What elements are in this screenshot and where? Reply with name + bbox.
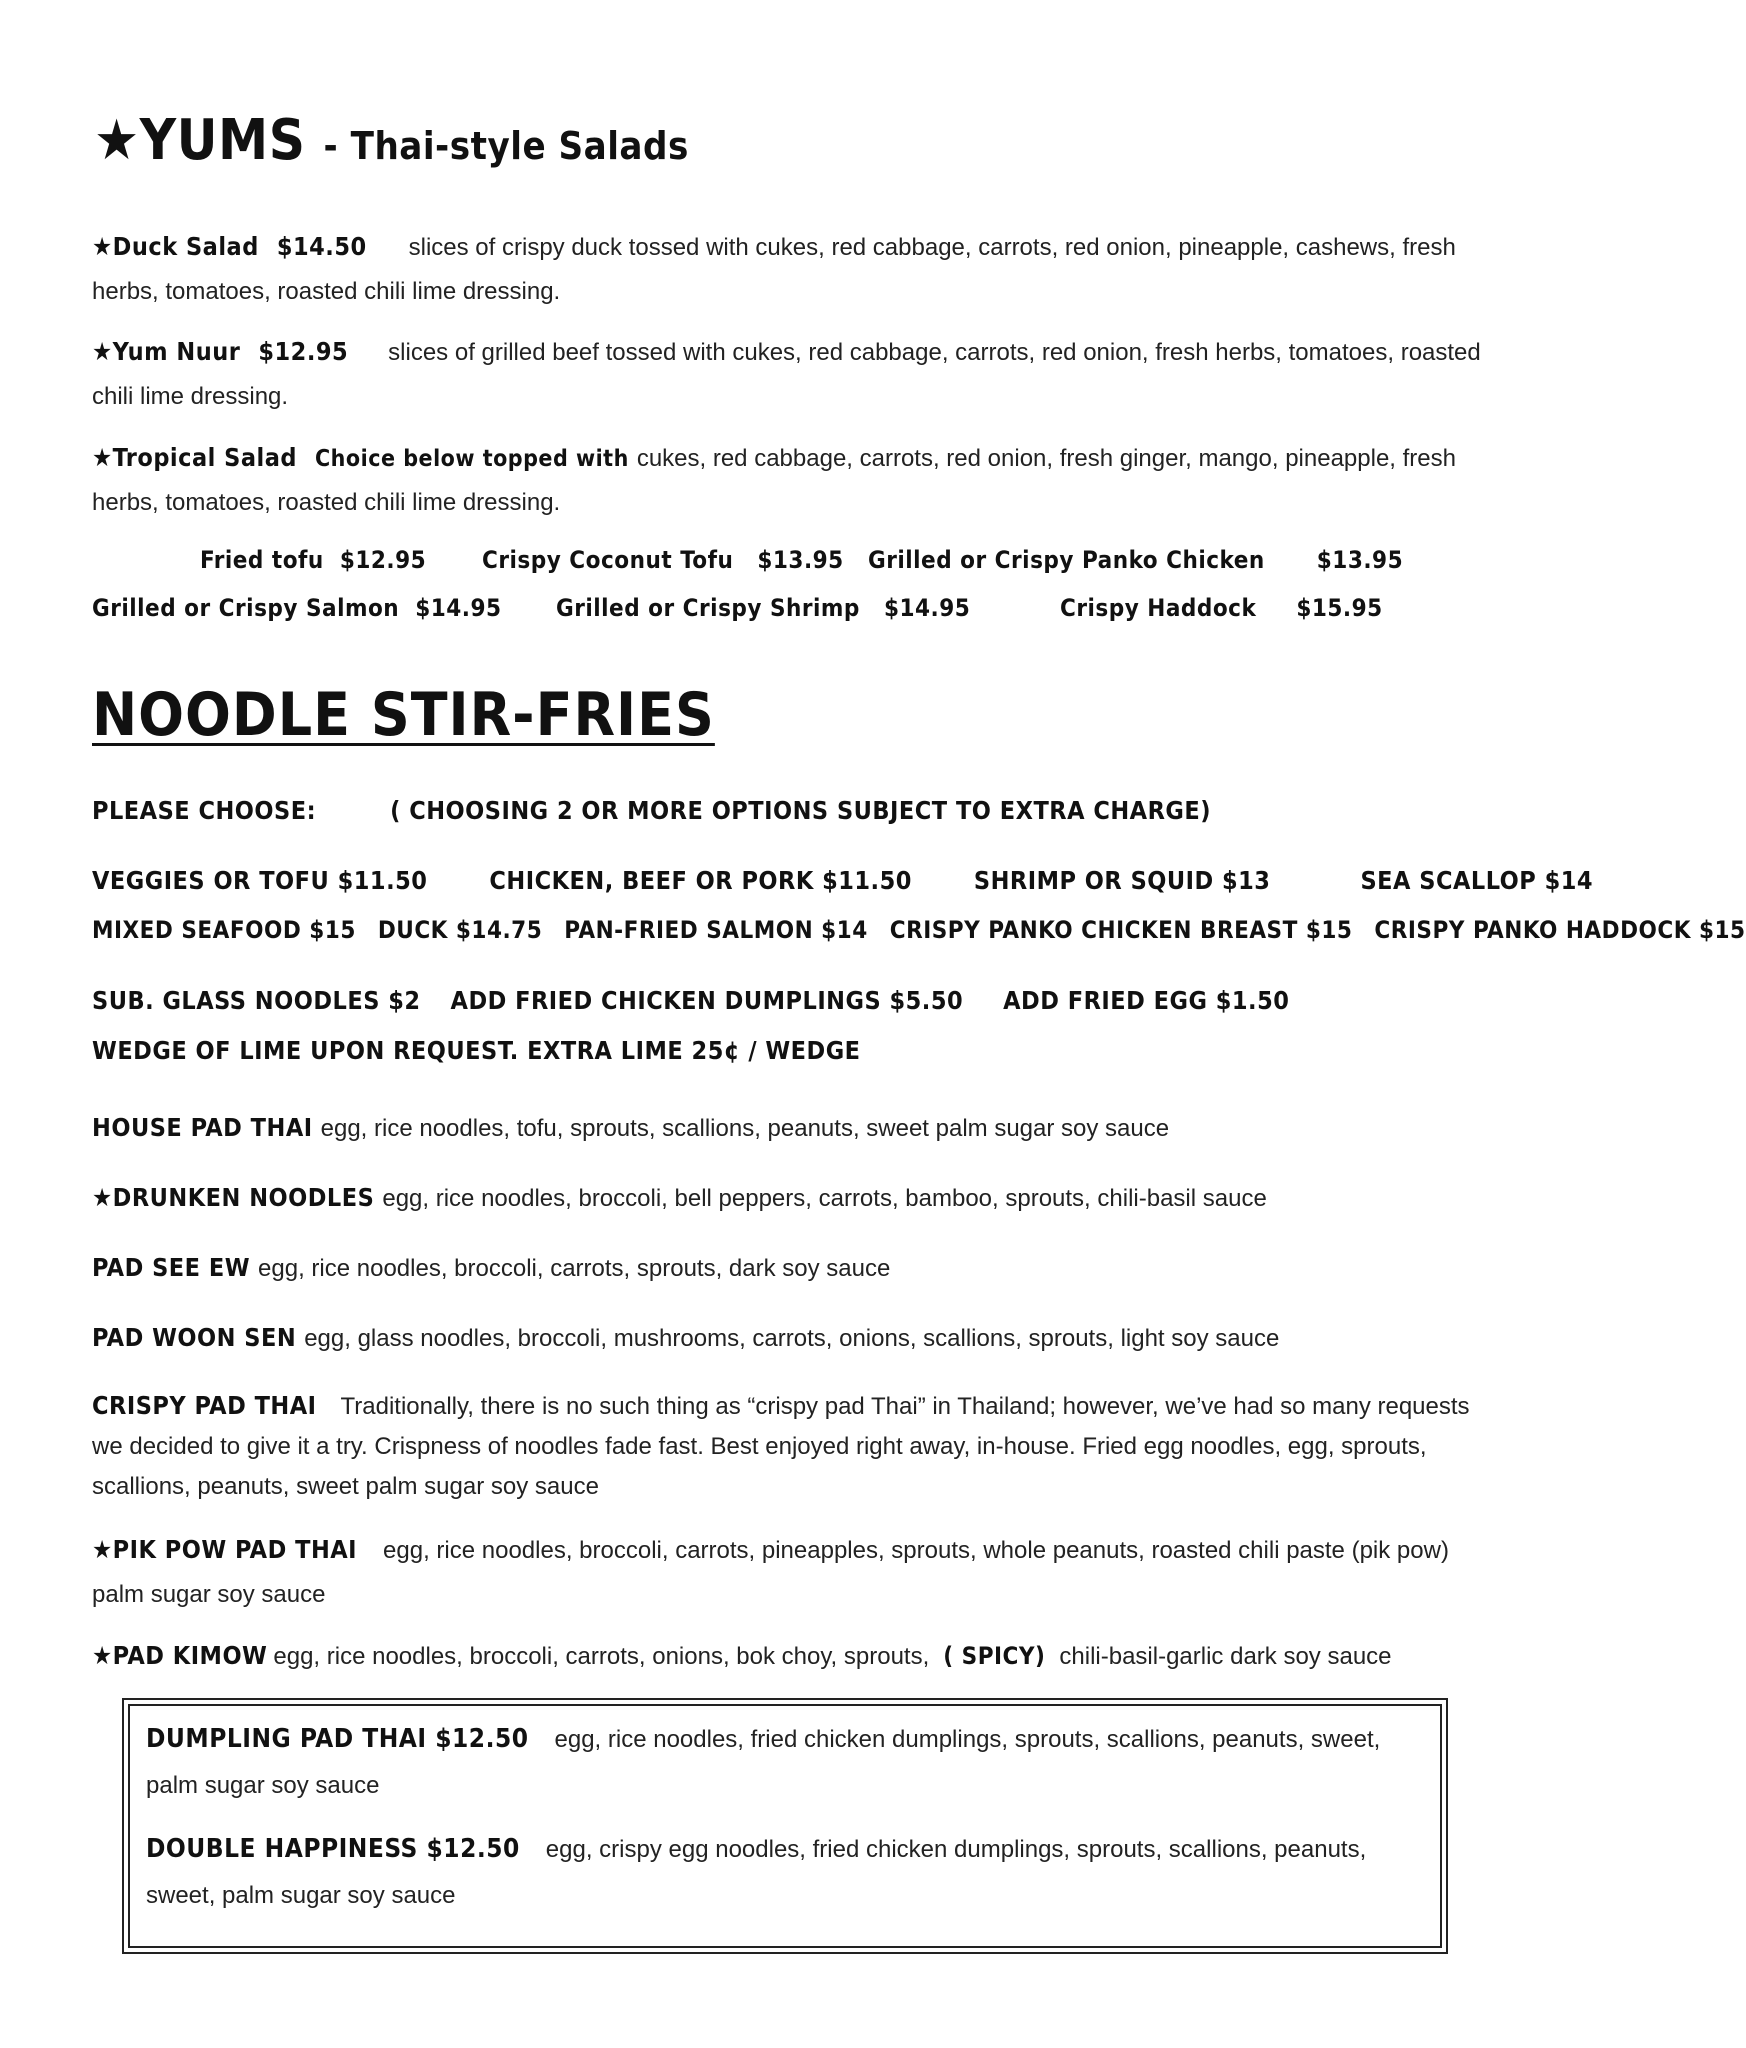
addons-row [92, 986, 1289, 1015]
protein-option: SEA SCALLOP $14 [1360, 866, 1594, 895]
dish-name: DUMPLING PAD THAI $12.50 [146, 1724, 529, 1754]
yums-title-sub: - Thai-style Salads [323, 124, 689, 168]
dish-description: egg, rice noodles, broccoli, carrots, onions, bok choy, sprouts, [273, 1643, 930, 1670]
salad-option [556, 594, 970, 622]
option-label: Grilled or Crispy Salmon [92, 594, 400, 622]
please-choose-label: PLEASE CHOOSE: [92, 796, 317, 825]
option-price: $13.95 [1316, 546, 1404, 574]
option-label: Fried tofu [200, 546, 324, 574]
salad-option [868, 546, 1403, 574]
dish-description: egg, rice noodles, broccoli, carrots, pineapples, sprouts, whole peanuts, roasted chili paste (pik pow) palm sugar soy sauce [92, 1537, 1449, 1608]
dish-name: PAD WOON SEN [92, 1323, 297, 1352]
salad-option [200, 546, 426, 574]
dish-pad-see-ew [92, 1246, 1492, 1291]
protein-row-2 [92, 916, 1746, 944]
addon-option: SUB. GLASS NOODLES $2 [92, 986, 421, 1015]
option-label: Crispy Haddock [1060, 594, 1257, 622]
salad-option [482, 546, 844, 574]
option-price: $14.95 [883, 594, 971, 622]
please-choose-line [92, 796, 1211, 825]
dish-drunken-noodles [92, 1176, 1492, 1221]
dish-house-pad-thai [92, 1106, 1492, 1151]
option-label: Crispy Coconut Tofu [482, 546, 734, 574]
option-price: $13.95 [757, 546, 844, 574]
option-label: Grilled or Crispy Shrimp [556, 594, 860, 622]
yums-section-title [94, 108, 689, 173]
dish-double-happiness [146, 1826, 1426, 1919]
item-name: ★Tropical Salad [92, 443, 297, 472]
dish-description: egg, crispy egg noodles, fried chicken dumplings, sprouts, scallions, peanuts, sweet, palm sugar soy sauce [146, 1836, 1367, 1909]
dish-description: Traditionally, there is no such thing as “crispy pad Thai” in Thailand; however, we’ve had so many requests we decided to give it a try. Crispness of noodles fade fast. Best enjoyed right away, in-house. Fried egg noodles, egg, sprouts, scallions, peanuts, sweet palm sugar soy sauce [92, 1393, 1470, 1500]
item-note: Choice below topped with [315, 446, 629, 472]
spicy-badge: ( SPICY) [943, 1642, 1046, 1670]
dish-name: ★PIK POW PAD THAI [92, 1535, 358, 1564]
noodle-section-title: NOODLE STIR-FRIES [92, 680, 715, 750]
protein-option: SHRIMP OR SQUID $13 [973, 866, 1271, 895]
protein-option: DUCK $14.75 [377, 916, 543, 944]
item-description: cukes, red cabbage, carrots, red onion, fresh ginger, mango, pineapple, fresh herbs, tomatoes, roasted chili lime dressing. [92, 445, 1456, 516]
addon-option: ADD FRIED EGG $1.50 [1003, 986, 1290, 1015]
item-name: ★Duck Salad [92, 232, 259, 261]
menu-item-tropical-salad [92, 436, 1492, 525]
item-description: slices of crispy duck tossed with cukes, red cabbage, carrots, red onion, pineapple, cashews, fresh herbs, tomatoes, roasted chili lime dressing. [92, 234, 1456, 305]
protein-option: VEGGIES OR TOFU $11.50 [92, 866, 428, 895]
dish-name: ★PAD KIMOW [92, 1641, 268, 1670]
dish-description: egg, glass noodles, broccoli, mushrooms, carrots, onions, scallions, sprouts, light soy sauce [304, 1325, 1280, 1352]
option-label: Grilled or Crispy Panko Chicken [868, 546, 1265, 574]
protein-option: CRISPY PANKO HADDOCK $15 [1374, 916, 1746, 944]
dish-name: PAD SEE EW [92, 1253, 251, 1282]
menu-item-duck-salad [92, 225, 1492, 314]
item-name: ★Yum Nuur [92, 337, 241, 366]
dish-description: egg, rice noodles, broccoli, carrots, sprouts, dark soy sauce [258, 1255, 891, 1282]
dish-name: DOUBLE HAPPINESS $12.50 [146, 1834, 520, 1864]
dish-pad-kimow [92, 1634, 1492, 1679]
protein-option: PAN-FRIED SALMON $14 [564, 916, 868, 944]
yums-title-main: ★YUMS [94, 108, 306, 173]
item-price: $12.95 [258, 337, 349, 366]
salad-option [92, 594, 502, 622]
protein-option: CRISPY PANKO CHICKEN BREAST $15 [889, 916, 1353, 944]
dish-description-2: chili-basil-garlic dark soy sauce [1059, 1643, 1392, 1670]
protein-row-1 [92, 866, 1593, 895]
dish-name: CRISPY PAD THAI [92, 1391, 317, 1420]
addon-option: ADD FRIED CHICKEN DUMPLINGS $5.50 [450, 986, 964, 1015]
dish-pad-woon-sen [92, 1316, 1492, 1361]
dish-pik-pow-pad-thai [92, 1528, 1492, 1617]
item-description: slices of grilled beef tossed with cukes, red cabbage, carrots, red onion, fresh herbs, tomatoes, roasted chili lime dressing. [92, 339, 1481, 410]
item-price: $14.50 [276, 232, 367, 261]
option-price: $15.95 [1296, 594, 1383, 622]
dish-description: egg, rice noodles, broccoli, bell peppers, carrots, bamboo, sprouts, chili-basil sauce [382, 1185, 1267, 1212]
option-price: $12.95 [339, 546, 427, 574]
lime-note: WEDGE OF LIME UPON REQUEST. EXTRA LIME 25¢ / WEDGE [92, 1036, 861, 1065]
option-price: $14.95 [415, 594, 502, 622]
protein-option: CHICKEN, BEEF OR PORK $11.50 [489, 866, 912, 895]
dish-name: HOUSE PAD THAI [92, 1113, 313, 1142]
dish-name: ★DRUNKEN NOODLES [92, 1183, 375, 1212]
dish-description: egg, rice noodles, tofu, sprouts, scallions, peanuts, sweet palm sugar soy sauce [320, 1115, 1170, 1142]
dish-crispy-pad-thai [92, 1386, 1482, 1507]
dish-dumpling-pad-thai [146, 1716, 1426, 1809]
choose-note: ( CHOOSING 2 OR MORE OPTIONS SUBJECT TO EXTRA CHARGE) [390, 796, 1212, 825]
protein-option: MIXED SEAFOOD $15 [92, 916, 356, 944]
menu-item-yum-nuur [92, 330, 1492, 419]
dish-description: egg, rice noodles, fried chicken dumplings, sprouts, scallions, peanuts, sweet, palm sugar soy sauce [146, 1726, 1381, 1799]
salad-option [1060, 594, 1383, 622]
